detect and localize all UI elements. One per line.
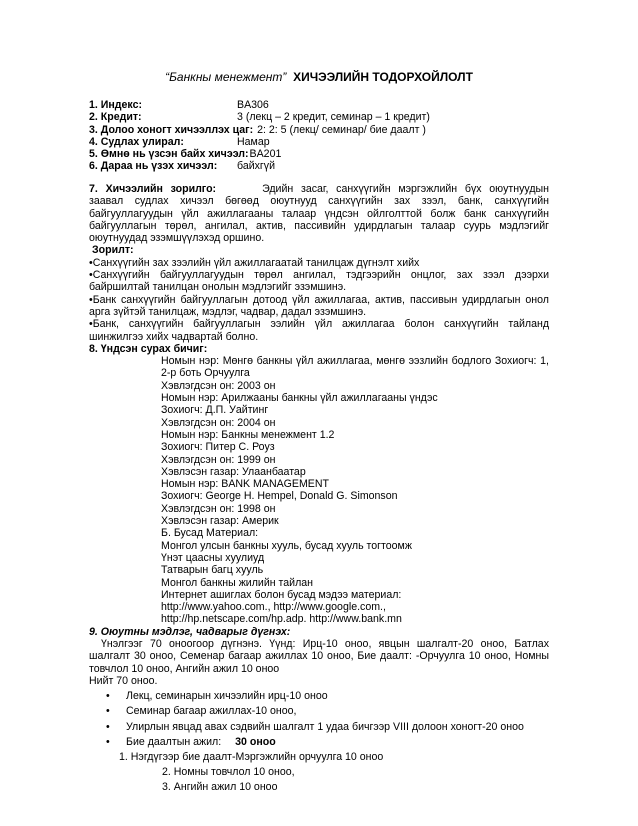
info-row-next-course: 6. Дараа нь үзэх хичээл: байхгүй: [89, 160, 276, 173]
reference-line: Номын нэр: Банкны менежмент 1.2: [161, 428, 335, 441]
references-list: [89, 355, 549, 626]
assessment-bullet-list: [89, 689, 549, 750]
reference-line: Татварын багц хууль: [161, 564, 264, 577]
course-info: [89, 99, 549, 173]
reference-line: Хэвлэсэн газар: Улаанбаатар: [161, 465, 306, 478]
numbered-item: 2. Номны товчлол 10 оноо,: [162, 765, 295, 778]
reference-line: Үнэт цаасны хуулиуд: [161, 551, 265, 564]
reference-line: Зохиогч: George H. Hempel, Donald G. Simonson: [161, 490, 398, 503]
tasks-heading: Зорилт:: [92, 244, 134, 257]
list-item: • Бие даалтын ажил: 30 оноо: [106, 735, 276, 748]
assessment-paragraph: Үнэлгээг 70 оноогоор дүгнэнэ. Үүнд: Ирц-10 оноо, явцын шалгалт-20 оноо, Батлах шалгалт 30 оноо, Семенар багаар ажиллах 10 оноо, Бие даалт: -Орчуулга 10 оноо, Номны товчлол 10 оноо, Ангийн ажил 10 оноо: [89, 637, 549, 675]
reference-line: Хэвлэсэн газар: Америк: [161, 515, 279, 528]
references-heading: 8. Үндсэн сурах бичиг:: [89, 342, 208, 355]
exam-points: 30 оноо: [235, 735, 276, 748]
objective-paragraph: 7. Хичээлийн зорилго: Эдийн засаг, санхүүгийн мэргэжлийн бүх оюутнуудын заавал судлах хичээл бөгөөд оюутнууд санхүүгийн зах зээл, банк, санхүүгийн байгууллагуудын үйл ажиллагааны талаар үндсэн ойлголттой болж банк санхүүгийн байгууллагын төрөл, ангилал, актив, пассивийн удирдлагын талаар суурь мэдлэгийг оюутнуудад эзэмшүүлэхэд оршино.: [89, 183, 550, 245]
info-row-index: 1. Индекс: BA306: [89, 99, 269, 111]
reference-line: Хэвлэгдсэн он: 2004 он: [161, 416, 276, 429]
info-row-credit: 2. Кредит: 3 (лекц – 2 кредит, семинар – 1 кредит): [89, 111, 430, 124]
task-item: •Санхүүгийн зах зээлийн үйл ажиллагаатай танилцаж дүгнэлт хийх: [89, 256, 420, 269]
reference-link-line: http://hp.netscape.com/hp.adp. http://www.bank.mn: [161, 613, 402, 626]
numbered-item: 1. Нэгдүгээр бие даалт-Мэргэжлийн орчуулга 10 оноо: [119, 750, 384, 763]
reference-line: Хэвлэгдсэн он: 1999 он: [161, 453, 276, 466]
assessment-total: Нийт 70 оноо.: [89, 674, 158, 687]
document-body: [89, 183, 549, 795]
reference-line: Зохиогч: Д.П. Уайтинг: [161, 404, 269, 417]
task-item: •Банк, санхүүгийн байгууллагын ээлийн үйл ажиллагаа болон санхүүгийн тайланд шинжилгээ хийх чадвартай болно.: [89, 318, 549, 343]
info-row-prerequisite: 5. Өмнө нь үзсэн байх хичээл:BA201: [89, 148, 282, 161]
task-item: •Банк санхүүгийн байгууллагын дотоод үйл ажиллагаа, актив, пассивын удирдлагын онол арга зүйтэй танилцаж, мэдлэг, чадвар, дадал эзэмшинэ.: [89, 293, 549, 318]
list-item: • Лекц, семинарын хичээлийн ирц-10 оноо: [106, 690, 328, 703]
document-title: [0, 70, 638, 84]
reference-line: Номын нэр: Арилжааны банкны үйл ажиллагааны үндэс: [161, 392, 438, 405]
task-item: •Санхүүгийн байгууллагуудын төрөл ангилал, тэдгээрийн онцлог, зах зээл дээрхи байршилтай танилцан онолын мэдлэгийг эзэмшинэ.: [89, 269, 549, 294]
list-item: • Семинар багаар ажиллах-10 оноо,: [106, 705, 297, 718]
reference-line: Б. Бусад Материал:: [161, 527, 259, 540]
title-heading: ХИЧЭЭЛИЙН ТОДОРХОЙЛОЛТ: [293, 70, 473, 84]
reference-line: Монгол улсын банкны хууль, бусад хууль тогтоомж: [161, 539, 412, 552]
reference-link-line: http://www.yahoo.com., http://www.google.com.,: [161, 601, 386, 614]
info-row-semester: 4. Судлах улирал: Намар: [89, 135, 270, 148]
reference-line: Монгол банкны жилийн тайлан: [161, 576, 313, 589]
reference-line: Номын нэр: BANK MANAGEMENT: [161, 478, 329, 491]
reference-line: Интернет ашиглах болон бусад мэдээ материал:: [161, 588, 402, 601]
assessment-heading: 9. Оюутны мэдлэг, чадварыг дүгнэх:: [89, 625, 291, 638]
reference-line: Хэвлэгдсэн он: 2003 он: [161, 379, 276, 392]
list-item: • Улирлын явцад авах сэдвийн шалгалт 1 удаа бичгээр VIII долоон хоногт-20 оноо: [106, 720, 524, 733]
info-row-hours: 3. Долоо хоногт хичээллэх цаг: 2: 2: 5 (лекц/ семинар/ бие даалт ): [89, 123, 426, 136]
reference-line: Хэвлэгдсэн он: 1998 он: [161, 502, 276, 515]
reference-line: Зохиогч: Питер С. Роуз: [161, 441, 275, 454]
reference-line: Номын нэр: Мөнгө банкны үйл ажиллагаа, мөнгө ээзлийн бодлого Зохиогч: 1, 2-р боть Орчуулга: [161, 355, 549, 380]
numbered-item: 3. Ангийн ажил 10 оноо: [162, 780, 278, 793]
course-name: “Банкны менежмент”: [165, 70, 287, 84]
